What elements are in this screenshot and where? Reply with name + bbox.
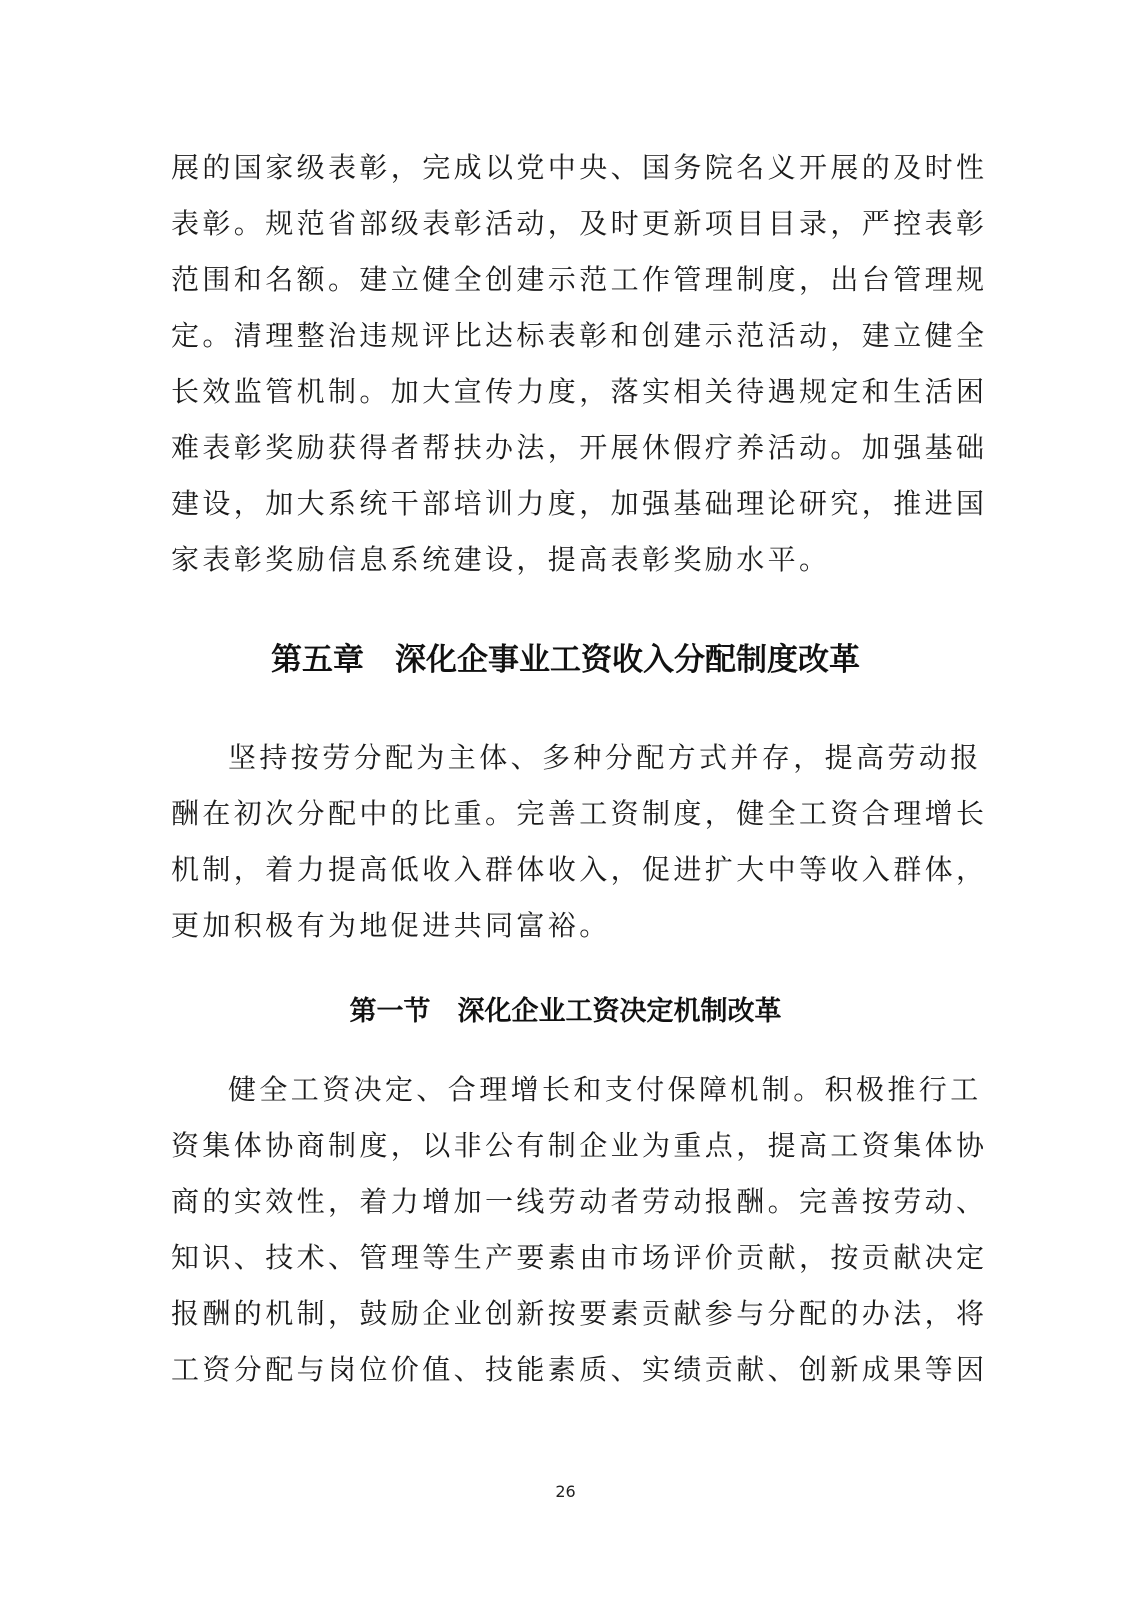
body-line: 更加积极有为地促进共同富裕。 — [171, 909, 611, 942]
body-line: 难表彰奖励获得者帮扶办法，开展休假疗养活动。加强基础 — [171, 431, 988, 464]
body-line: 商的实效性，着力增加一线劳动者劳动报酬。完善按劳动、 — [171, 1185, 988, 1218]
body-line: 建设，加大系统干部培训力度，加强基础理论研究，推进国 — [171, 487, 988, 520]
body-line: 知识、技术、管理等生产要素由市场评价贡献，按贡献决定 — [171, 1241, 988, 1274]
page-number: 26 — [555, 1482, 576, 1501]
body-line: 工资分配与岗位价值、技能素质、实绩贡献、创新成果等因 — [171, 1353, 988, 1386]
body-line: 长效监管机制。加大宣传力度，落实相关待遇规定和生活困 — [171, 375, 988, 408]
chapter-heading: 第五章 深化企事业工资收入分配制度改革 — [271, 642, 860, 678]
body-line: 范围和名额。建立健全创建示范工作管理制度，出台管理规 — [171, 263, 988, 296]
body-line: 健全工资决定、合理增长和支付保障机制。积极推行工 — [228, 1073, 982, 1106]
section-heading: 第一节 深化企业工资决定机制改革 — [349, 996, 782, 1027]
body-line: 展的国家级表彰，完成以党中央、国务院名义开展的及时性 — [171, 151, 988, 184]
body-line: 表彰。规范省部级表彰活动，及时更新项目目录，严控表彰 — [171, 207, 988, 240]
body-line: 酬在初次分配中的比重。完善工资制度，健全工资合理增长 — [171, 797, 988, 830]
body-line: 定。清理整治违规评比达标表彰和创建示范活动，建立健全 — [171, 319, 988, 352]
body-line: 家表彰奖励信息系统建设，提高表彰奖励水平。 — [171, 543, 831, 576]
body-line: 坚持按劳分配为主体、多种分配方式并存，提高劳动报 — [228, 741, 982, 774]
body-line: 报酬的机制，鼓励企业创新按要素贡献参与分配的办法，将 — [171, 1297, 988, 1330]
body-line: 机制，着力提高低收入群体收入，促进扩大中等收入群体， — [171, 853, 988, 886]
body-line: 资集体协商制度，以非公有制企业为重点，提高工资集体协 — [171, 1129, 988, 1162]
